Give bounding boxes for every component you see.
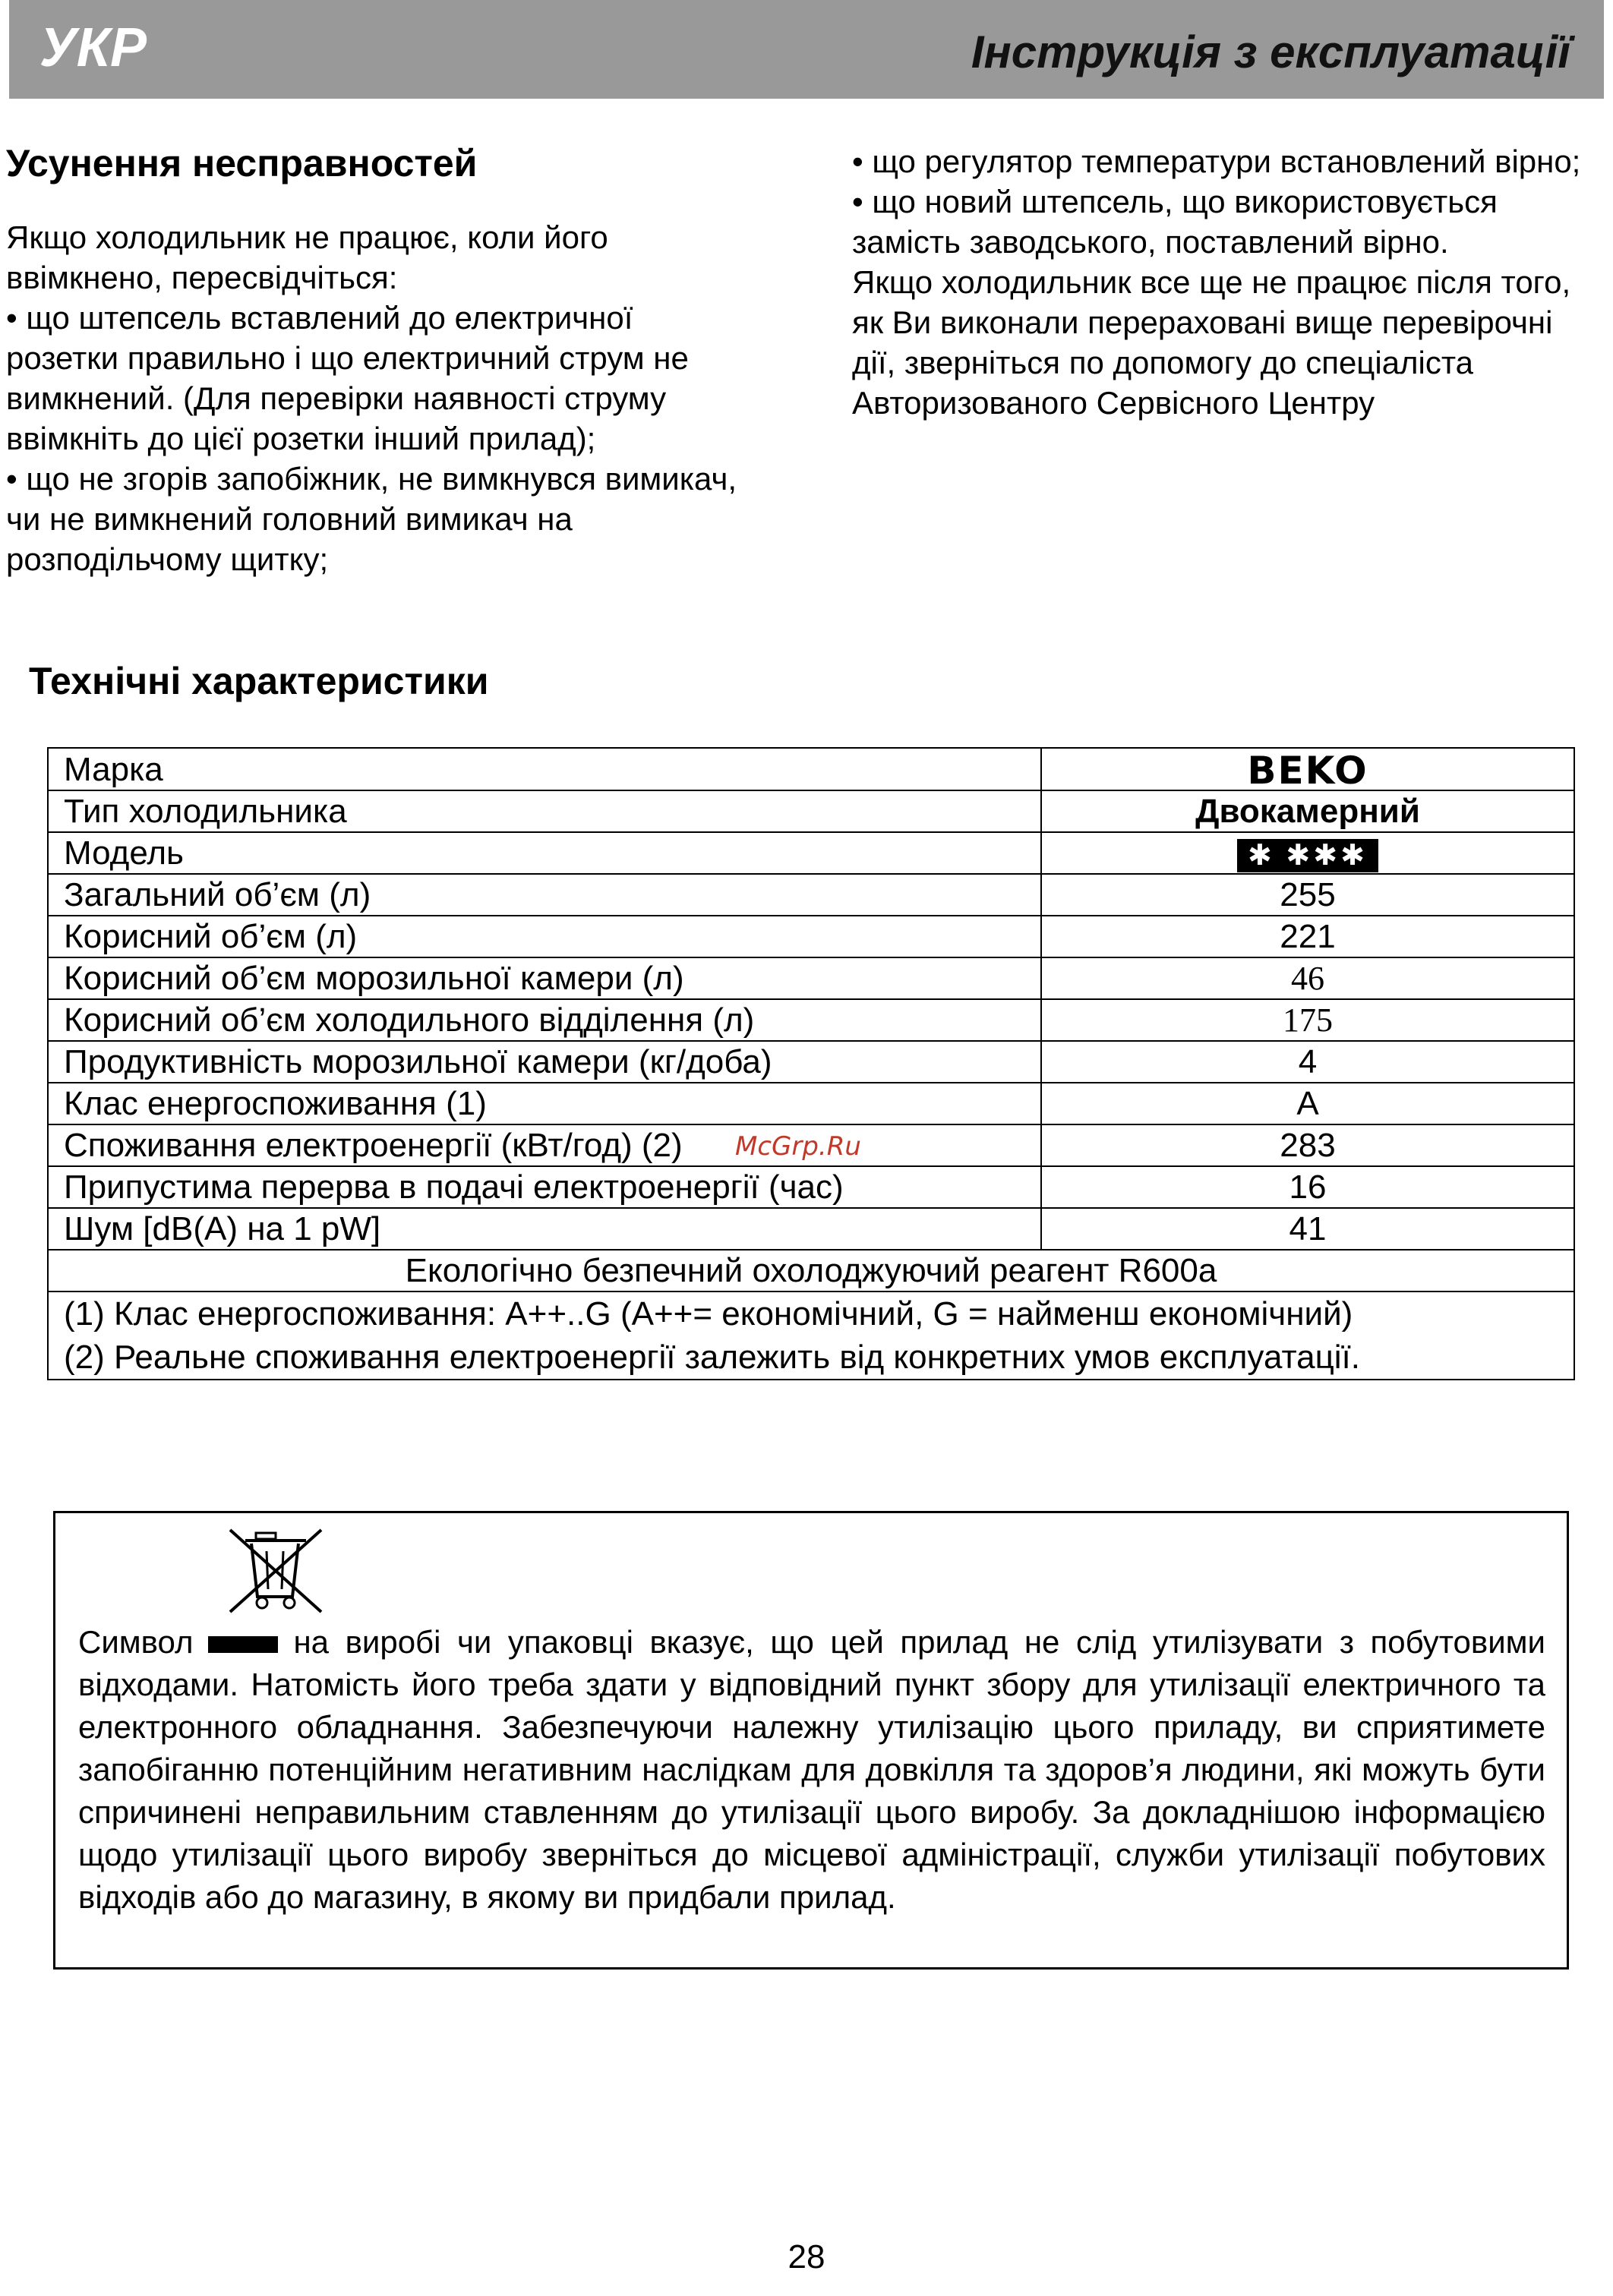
spec-value: 283 (1041, 1124, 1574, 1166)
troubleshooting-left-column (6, 217, 750, 579)
paragraph: Якщо холодильник не працює, коли його ввімкнено, пересвідчіться: (6, 219, 608, 295)
spec-value (1041, 832, 1574, 874)
disposal-notice (53, 1511, 1569, 1970)
table-row (48, 790, 1574, 832)
spec-label: Припустима перерва в подачі електроенергії (час) (48, 1166, 1041, 1208)
disposal-text (78, 1621, 1545, 1919)
paragraph: • що регулятор температури встановлений вірно; (852, 144, 1581, 179)
spec-label: Споживання електроенергії (кВт/год) (2) (48, 1124, 1041, 1166)
bin-underline-bar-icon (208, 1636, 278, 1653)
spec-value: 255 (1041, 874, 1574, 916)
table-row (48, 1250, 1574, 1292)
model-freezer-rating-icon: ✱ ✱✱✱ (1237, 839, 1378, 872)
paragraph: • що штепсель вставлений до електричної розетки правильно і що електричний струм не вимкнений. (Для перевірки наявності струму ввімкніть до цієї розетки інший прилад); (6, 300, 689, 456)
beko-logo: BEKO (1247, 749, 1368, 793)
disposal-text-rest: на виробі чи упаковці вказує, що цей прилад не слід утилізувати з побутовими відходами. Натомість його треба здати у відповідний пункт збору для утилізації електричного та електронного обладнання. Забезпечуючи належну утилізацію цього приладу, ви сприятимете запобіганню потенційним негативним наслідкам для довкілля та здоров’я людини, які можуть бути спричинені неправильним ставленням до утилізації цього виробу. За докладнішою інформацією щодо утилізації цього виробу зверніться до місцевої адміністрації, служби утилізації побутових відходів або до магазину, в якому ви придбали прилад. (78, 1624, 1545, 1915)
troubleshooting-right-column (852, 141, 1581, 423)
spec-value: A (1041, 1083, 1574, 1124)
table-row (48, 1041, 1574, 1083)
header-bar (9, 0, 1604, 99)
table-row (48, 1166, 1574, 1208)
table-row (48, 1292, 1574, 1380)
spec-label: Продуктивність морозильної камери (кг/доба) (48, 1041, 1041, 1083)
table-row (48, 832, 1574, 874)
table-row (48, 748, 1574, 790)
table-row (48, 957, 1574, 999)
paragraph: • що не згорів запобіжник, не вимкнувся вимикач, чи не вимкнений головний вимикач на розподільчому щитку; (6, 461, 737, 577)
spec-value: 221 (1041, 916, 1574, 957)
footnotes (48, 1292, 1574, 1380)
table-row (48, 916, 1574, 957)
watermark: McGrp.Ru (735, 1131, 861, 1162)
specs-table (47, 747, 1575, 1380)
troubleshooting-title: Усунення несправностей (6, 142, 478, 184)
table-row (48, 999, 1574, 1041)
table-row (48, 1083, 1574, 1124)
page-number: 28 (788, 2238, 825, 2276)
language-label: УКР (39, 17, 147, 78)
paragraph: Якщо холодильник все ще не працює після того, як Ви виконали перераховані вище перевірочні дії, зверніться по допомогу до спеціаліста Авторизованого Сервісного Центру (852, 264, 1571, 421)
spec-label: Тип холодильника (48, 790, 1041, 832)
crossed-bin-icon (227, 1527, 326, 1618)
spec-label: Марка (48, 748, 1041, 790)
spec-label: Корисний об’єм морозильної камери (л) (48, 957, 1041, 999)
document-title: Інструкція з експлуатації (971, 27, 1570, 77)
spec-value: Двокамерний (1041, 790, 1574, 832)
refrigerant-row: Екологічно безпечний охолоджуючий реагент R600a (48, 1250, 1574, 1292)
spec-label: Загальний об’єм (л) (48, 874, 1041, 916)
table-row (48, 874, 1574, 916)
spec-label: Модель (48, 832, 1041, 874)
footnote-1: (1) Клас енергоспоживання: A++..G (A++= економічний, G = найменш економічний) (64, 1295, 1353, 1333)
spec-value: 46 (1041, 957, 1574, 999)
specs-title: Технічні характеристики (29, 660, 489, 702)
spec-label: Шум [dB(A) на 1 pW] (48, 1208, 1041, 1250)
spec-value: 16 (1041, 1166, 1574, 1208)
spec-value: 175 (1041, 999, 1574, 1041)
paragraph: • що новий штепсель, що використовується замість заводського, поставлений вірно. (852, 184, 1498, 260)
spec-label: Корисний об’єм холодильного відділення (л) (48, 999, 1041, 1041)
spec-value (1041, 748, 1574, 793)
spec-label: Клас енергоспоживання (1) (48, 1083, 1041, 1124)
spec-label: Корисний об’єм (л) (48, 916, 1041, 957)
spec-value: 41 (1041, 1208, 1574, 1250)
table-row (48, 1208, 1574, 1250)
footnote-2: (2) Реальне споживання електроенергії залежить від конкретних умов експлуатації. (64, 1339, 1360, 1377)
disposal-text-start: Символ (78, 1624, 194, 1660)
spec-value: 4 (1041, 1041, 1574, 1083)
